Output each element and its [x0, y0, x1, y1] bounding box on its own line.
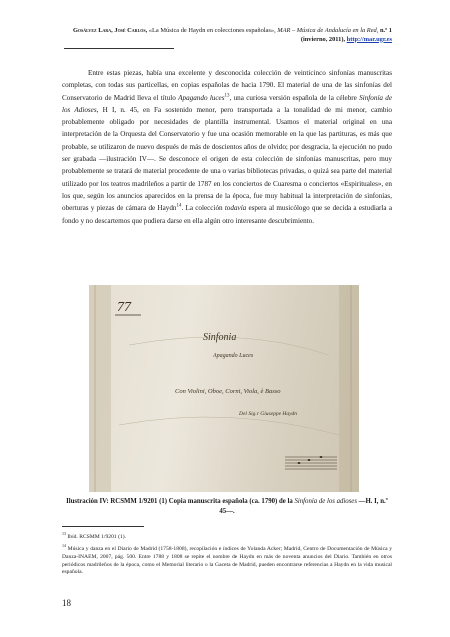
body-text-2: , una curiosa versión española de la célebre	[229, 93, 357, 102]
footnote-divider	[62, 526, 144, 527]
manuscript-line-1: Sinfonia	[203, 332, 237, 343]
body-paragraph	[62, 67, 392, 227]
manuscript-figure	[89, 285, 359, 492]
music-staff-icon	[285, 457, 337, 469]
manuscript-line-4: Del Sig.r Giuseppe Haydn	[239, 411, 298, 417]
body-italic-title-2: Sinfonía de los Adioses	[62, 93, 393, 114]
running-header	[64, 27, 392, 44]
manuscript-line-3: Con Violini, Oboe, Corni, Viola, è Basso	[175, 388, 281, 395]
caption-label: Ilustración IV:	[66, 498, 109, 505]
manuscript-line-2: Apagando Luces	[213, 353, 254, 359]
header-divider	[64, 48, 174, 49]
header-journal: MAR – Música de Andalucía en la Red,	[277, 27, 379, 34]
header-issue: n.º 1 (invierno, 2011),	[300, 27, 392, 43]
footnote-14: $^{14}$ Música y danza en el Diario de Madrid (1758-1808), recopilación e índices de Yolanda Acker; Madrid, Centro de Documentación de Música y Danza-INAEM, 2007, pág. 500. Entre 1788 y 1808 se repite el nombre de Haydn en más de noventa anuncios del Diario. También en otros periódicos madrileños de la época, como el Memorial literario o la Gaceta de Madrid, pueden encontrarse referencias a Haydn en la vida musical española.	[62, 543, 392, 576]
header-title: «La Música de Haydn en colecciones españolas»,	[148, 27, 276, 34]
body-text-5: espera al musicólogo que se decida a estudiarla a fondo y no descartemos que pudiera darse en ella algún otro interesante descubrimiento.	[62, 204, 392, 225]
caption-italic-title: Sinfonía de los adioses	[294, 498, 357, 505]
body-italic-title-1: Apagando luces	[178, 93, 225, 102]
footnote-13: $^{13}$ Ibíd. RCSMM 1/9201 (1).	[62, 531, 126, 540]
figure-caption	[62, 497, 392, 517]
manuscript-image	[89, 285, 359, 492]
footnote-ref-13[interactable]: 13	[224, 93, 230, 99]
caption-text: RCSMM 1/9201 (1) Copia manuscrita española (ca. 1790) de la	[110, 498, 293, 505]
footnote-ref-14[interactable]: 14	[176, 203, 182, 209]
body-text-4: . La colección	[181, 204, 223, 213]
body-italic-word: todavía	[224, 204, 247, 213]
footnotes	[62, 530, 392, 578]
header-author: Gosálvez Lara, José Carlos,	[72, 27, 148, 34]
body-text-1: Entre estas piezas, había una excelente y desconocida colección de veinticinco sinfonías manuscritas completas, con todas sus particellas, en copias españolas de hacia 1790. El material de una de las sinfonías del Conservatorio de Madrid lleva el título	[62, 69, 392, 102]
caption-tail: —H. I, n.º 45—.	[219, 498, 388, 515]
header-url-link[interactable]: http://mar.ugr.es	[346, 35, 392, 43]
manuscript-corner-number: 77	[117, 300, 131, 315]
body-text-3: , H I, n. 45, en Fa sostenido menor, pero transportada a la tonalidad de mi menor, cambio probablemente obligado por necesidades de plantilla instrumental. Usamos el material original en una interpretación de la Orquesta del Conservatorio y fue una ocasión memorable en la que las partituras, es más que probable, se utilizaron de nuevo después de más de doscientos años de olvido; por desgracia, la ejecución no pudo ser grabada —ilustración IV—. Se desconoce el origen de esta colección de sinfonías manuscritas, pero muy probablemente se tratará de material procedente de una o varias bibliotecas privadas, o quizá sea parte del material utilizado por los teatros madrileños a partir de 1787 en los conciertos de Cuaresma o conciertos «Espirituales», en los que, según los anuncios aparecidos en la prensa de la época, fue muy habitual la interpretación de sinfonías, oberturas y piezas de cámara de Haydn	[62, 105, 392, 213]
page-number: 18	[62, 598, 71, 608]
